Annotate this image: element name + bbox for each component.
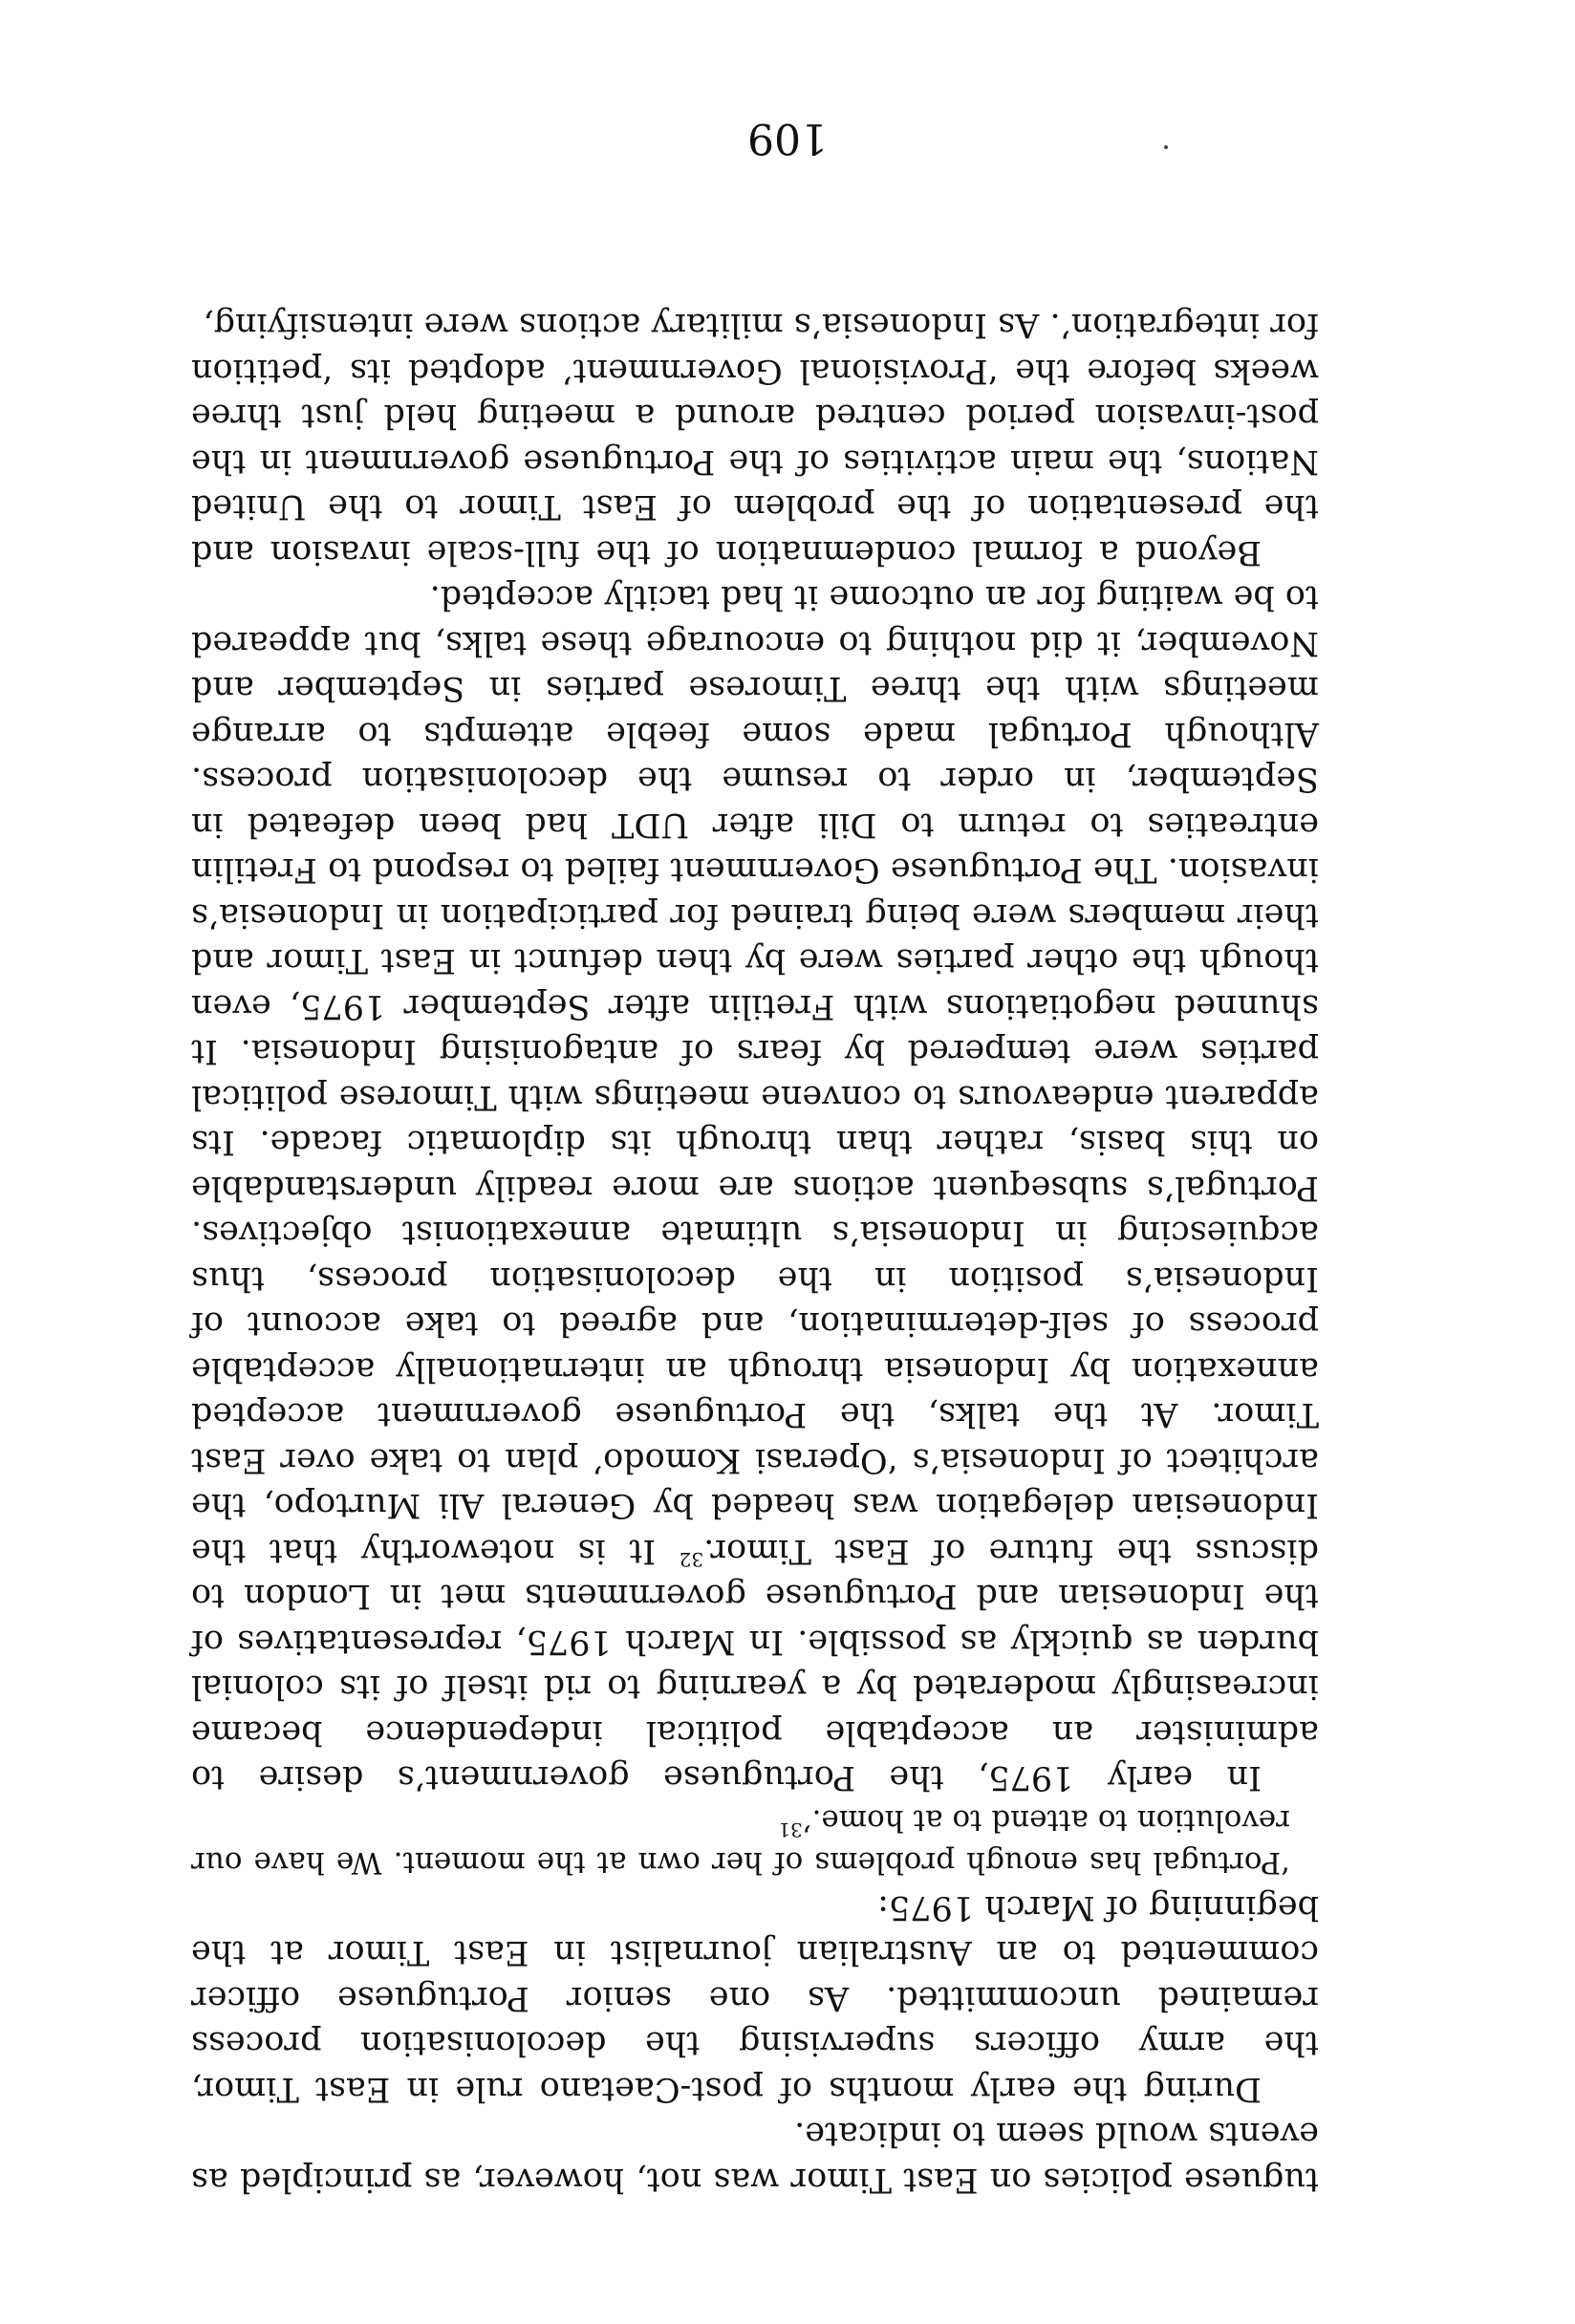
paragraph-early-1975-part2: It is noteworthy that the Indonesian delegation was headed by General Ali Murtopo, the architect of Indonesia’s ‘Operasi Komodo’ plan to take over East Timor. At the talks, the Portuguese government accepted annexation by Indonesia through an internationally acceptable process of self-determination, and agreed to take account of Indonesia’s position in the decolonisation process, thus acquiescing in Indonesia’s ultimate annexationist objectives. Portugal’s subsequent actions are more readily understandable on this basis, rather than through its diplomatic facade. Its apparent endeavours to convene meetings with Timorese political parties were tempered by fears of antagonising Indonesia. It shunned negotiations with Fretilin after September 1975, even though the other parties were by then defunct in East Timor and their members were being trained for participation in Indonesia’s invasion. The Portuguese Government failed to respond to Fretilin entreaties to return to Dili after UDT had been defeated in September, in order to resume the decolonisation process. Although Portugal made some feeble attempts to arrange meetings with the three Timorese parties in September and November, it did nothing to encourage these talks, but appeared to be waiting for an outcome it had tacitly accepted. — [191, 578, 1319, 1570]
paragraph-early-1975-part1: In early 1975, the Portuguese government’s desire to administer an acceptable political independence became increasingly moderated by a yearning to rid itself of its colonial burden as quickly as possible. In March 1975, representatives of the Indonesian and Portuguese governments met in London to discuss the future of East Timor. — [191, 1532, 1319, 1797]
block-quote — [191, 1800, 1319, 1884]
page-number: 109 — [747, 114, 828, 162]
footnote-ref-32: 32 — [679, 1548, 704, 1571]
footnote-ref-31: 31 — [778, 1818, 803, 1842]
body-text — [191, 302, 1319, 2202]
paragraph-continuation: tuguese policies on East Timor was not, however, as principled as events would seem to indicate. — [191, 2115, 1319, 2199]
scan-speck — [1164, 145, 1168, 149]
paragraph-army-officers: During the early months of post-Caetano rule in East Timor, the army officers supervising the decolonisation process remained uncommitted. As one senior Portuguese officer commented to an Australian journalist in East Timor at the beginning of March 1975: — [191, 1888, 1319, 2108]
paragraph-beyond-condemnation: Beyond a formal condemnation of the full-scale invasion and the presentation of the problem of East Timor to the United Nations, the main activities of the Portuguese government in the post-invasion period centred around a meeting held just three weeks before the ‘Provisional Government’ adopted its ‘petition for integration’. As Indonesia’s military actions were intensifying, — [191, 306, 1319, 571]
paragraph-early-1975 — [191, 574, 1319, 1800]
quote-text: ‘Portugal has enough problems of her own at the moment. We have our revolution to attend to at home.’ — [191, 1803, 1290, 1881]
